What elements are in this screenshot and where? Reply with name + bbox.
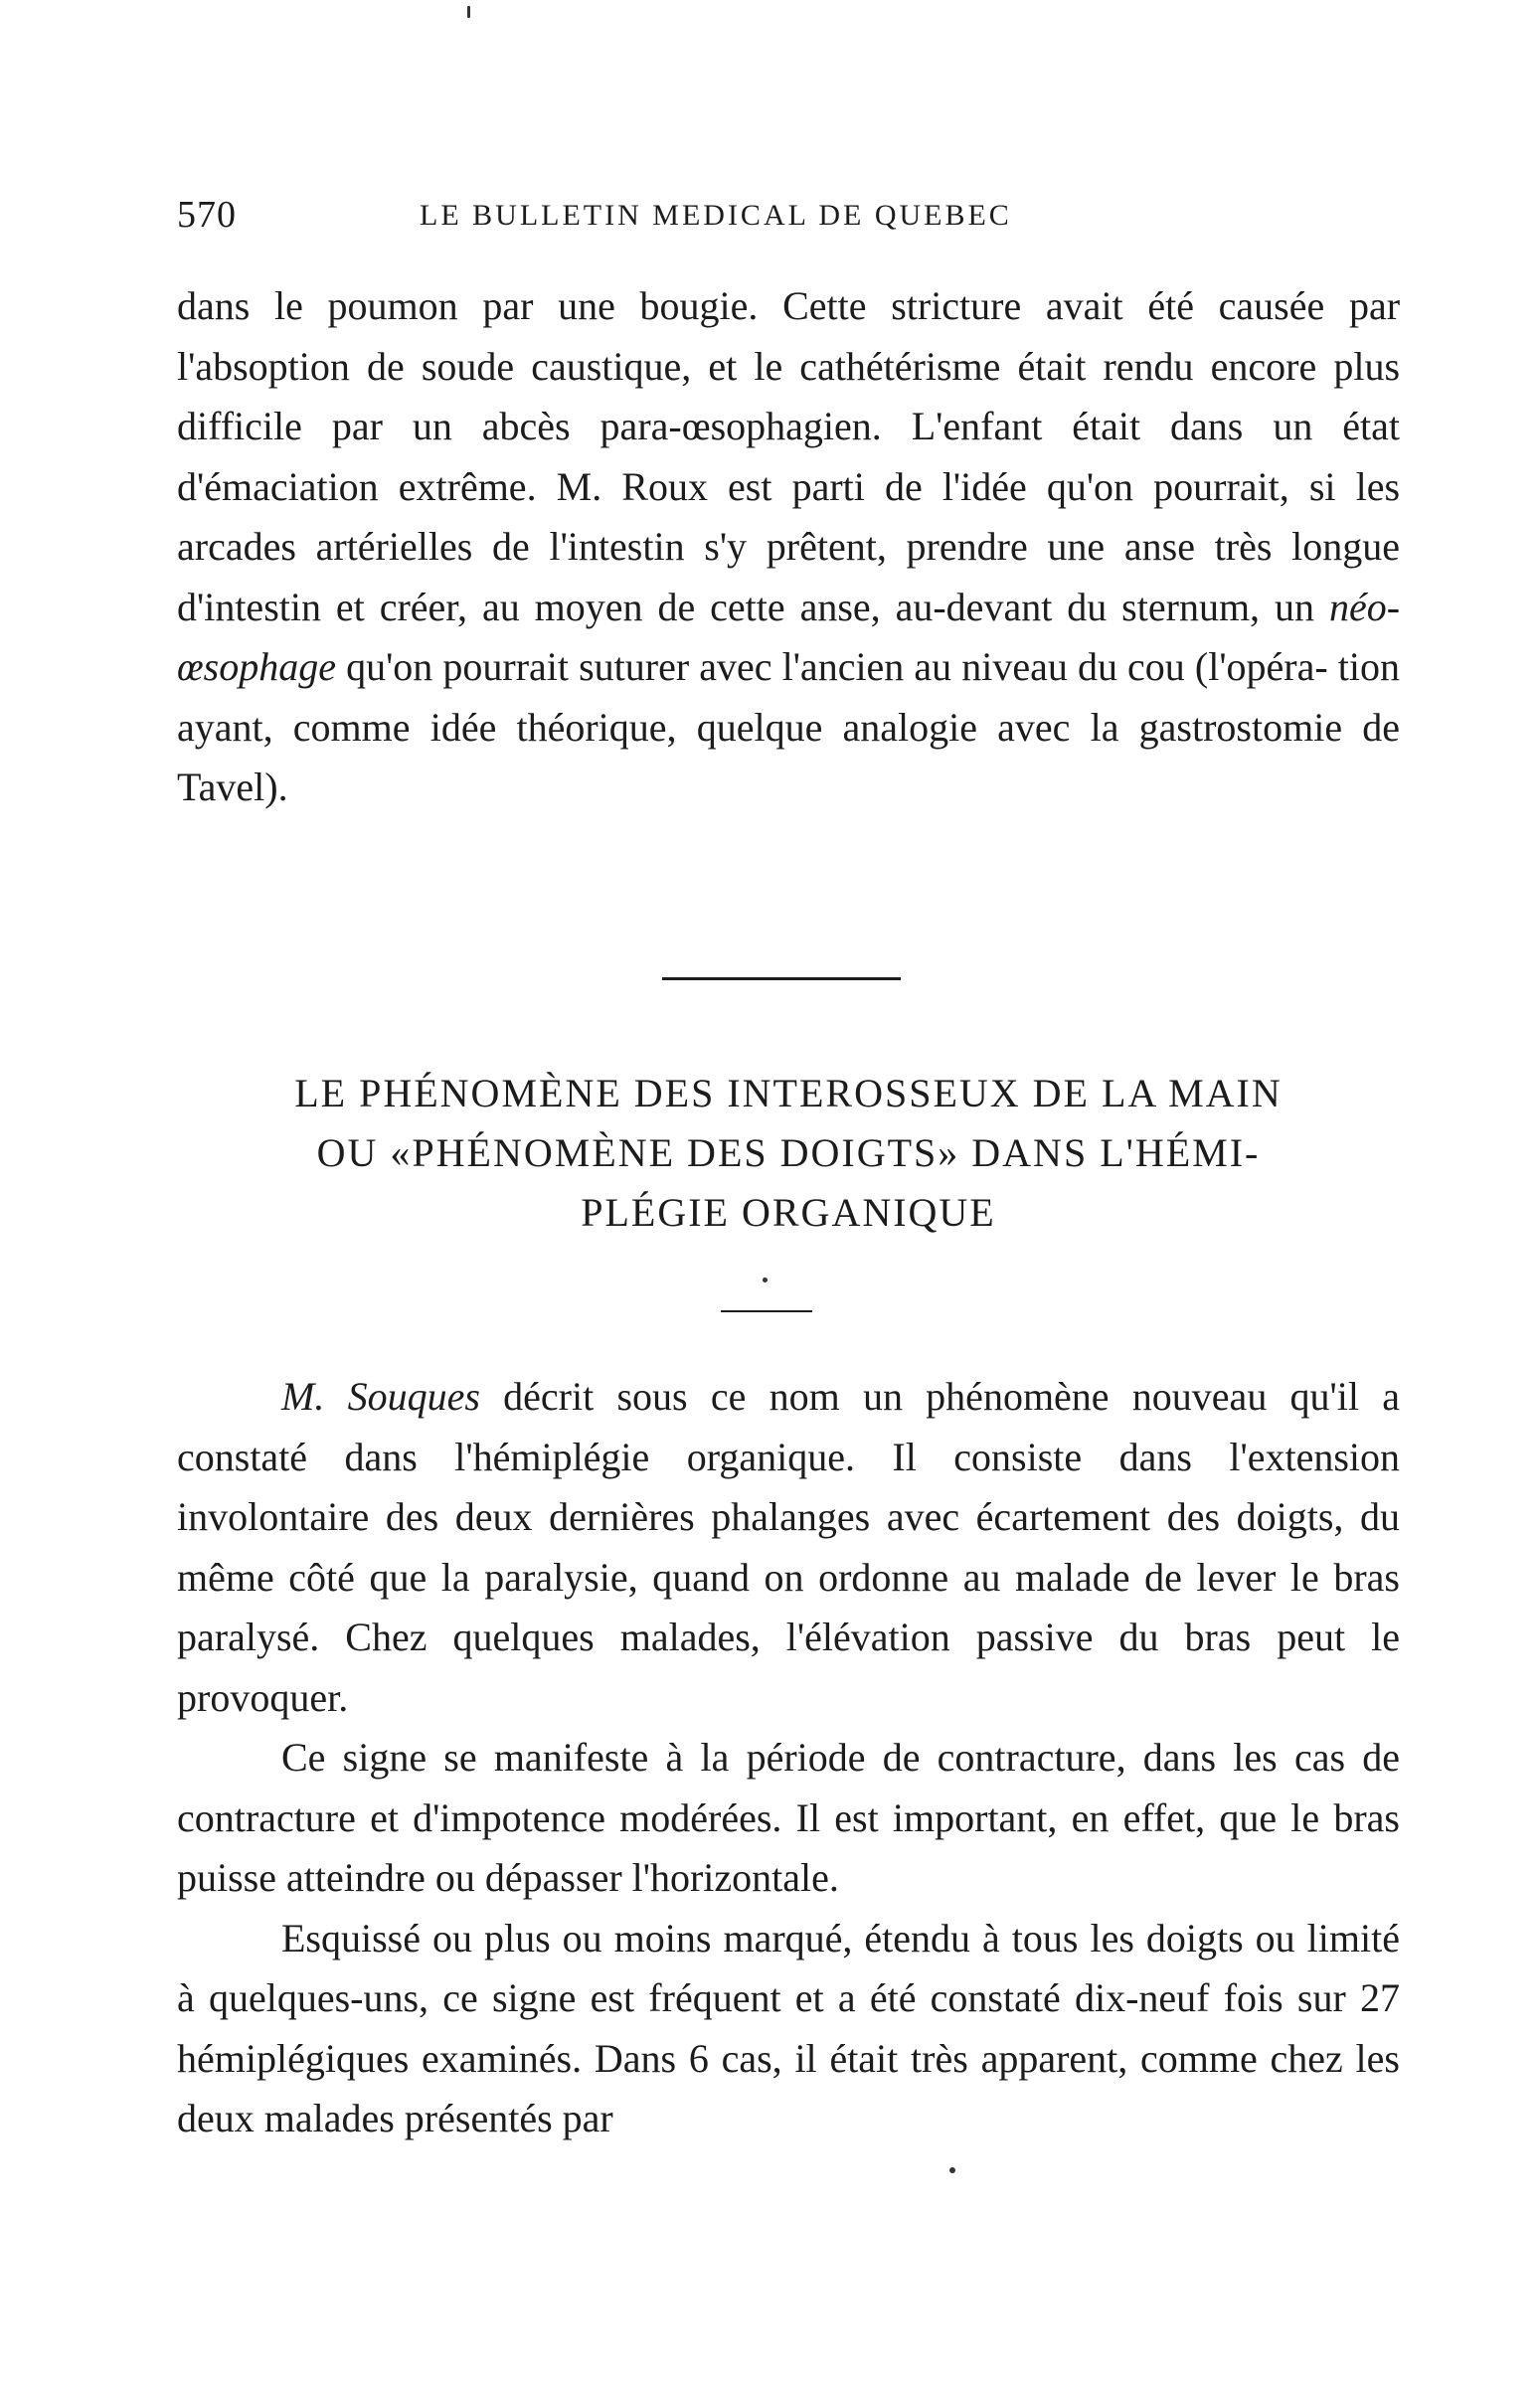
text-line: gastrostomie de Tavel).	[177, 704, 1400, 809]
page-number: 570	[177, 194, 237, 236]
author-name: Souques	[347, 1374, 480, 1419]
page-header	[177, 193, 1400, 241]
text-line: dans le poumon par une bougie. Cette stricture avait été causée	[177, 283, 1325, 328]
print-speck	[949, 2167, 955, 2173]
section-divider	[662, 977, 901, 980]
text-line: encore plus difficile par un abcès para-œsophagien. L'enfant	[177, 343, 1401, 448]
text-line: qu'on pourrait suturer avec l'ancien au niveau du cou (l'opéra-	[346, 644, 1328, 689]
text-line: par l'absoption de soude caustique, et le cathétérisme était rendu	[177, 283, 1401, 389]
text-line: moyen de cette anse, au-devant du sternum, un	[534, 584, 1329, 629]
continued-paragraph	[177, 276, 1400, 818]
paragraph-text: décrit sous ce nom un phénomène nouveau qu'il a constaté dans l'hémiplégie organique. Il consiste dans l'extension involontaire des deux dernières phalanges avec écartement des doigts, du même côté que la paralysie, quand on ordonne au malade de lever le bras paralysé. Chez quelques malades, l'élévation passive du bras peut le provoquer.	[177, 1374, 1400, 1720]
print-speck	[467, 6, 470, 18]
author-title: M.	[281, 1374, 325, 1419]
text-line: l'idée qu'on pourrait, si les arcades artérielles de l'intestin s'y	[177, 463, 1401, 569]
heading-underline	[721, 1310, 812, 1312]
text-line: prêtent, prendre une anse très longue d'intestin et créer, au	[177, 524, 1401, 629]
paragraph-1	[177, 1367, 1400, 1728]
heading-line: PLÉGIE ORGANIQUE	[581, 1190, 996, 1235]
paragraph-3: Esquissé ou plus ou moins marqué, étendu à tous les doigts ou limité à quelques-uns, ce signe est fréquent et a été constaté dix-neuf fois sur 27 hémiplégiques examinés. Dans 6 cas, il était très apparent, comme chez les deux malades présentés par	[177, 1915, 1400, 2140]
section-body	[177, 1367, 1400, 2149]
heading-line: OU «PHÉNOMÈNE DES DOIGTS» DANS L'HÉMI-	[316, 1130, 1261, 1175]
text-line: était dans un état d'émaciation extrême. M. Roux est parti de	[177, 404, 1401, 509]
running-title: LE BULLETIN MEDICAL DE QUEBEC	[420, 199, 1012, 232]
italic-term: néo-œsophage	[177, 584, 1401, 689]
heading-line: LE PHÉNOMÈNE DES INTEROSSEUX DE LA MAIN	[294, 1071, 1283, 1115]
section-heading	[177, 1064, 1400, 1243]
print-speck	[763, 1278, 768, 1282]
paragraph-2: Ce signe se manifeste à la période de contracture, dans les cas de contracture et d'impotence modérées. Il est important, en effet, que le bras puisse atteindre ou dépasser l'horizontale.	[177, 1735, 1400, 1900]
text-line: tion ayant, comme idée théorique, quelque analogie avec la	[177, 644, 1401, 750]
